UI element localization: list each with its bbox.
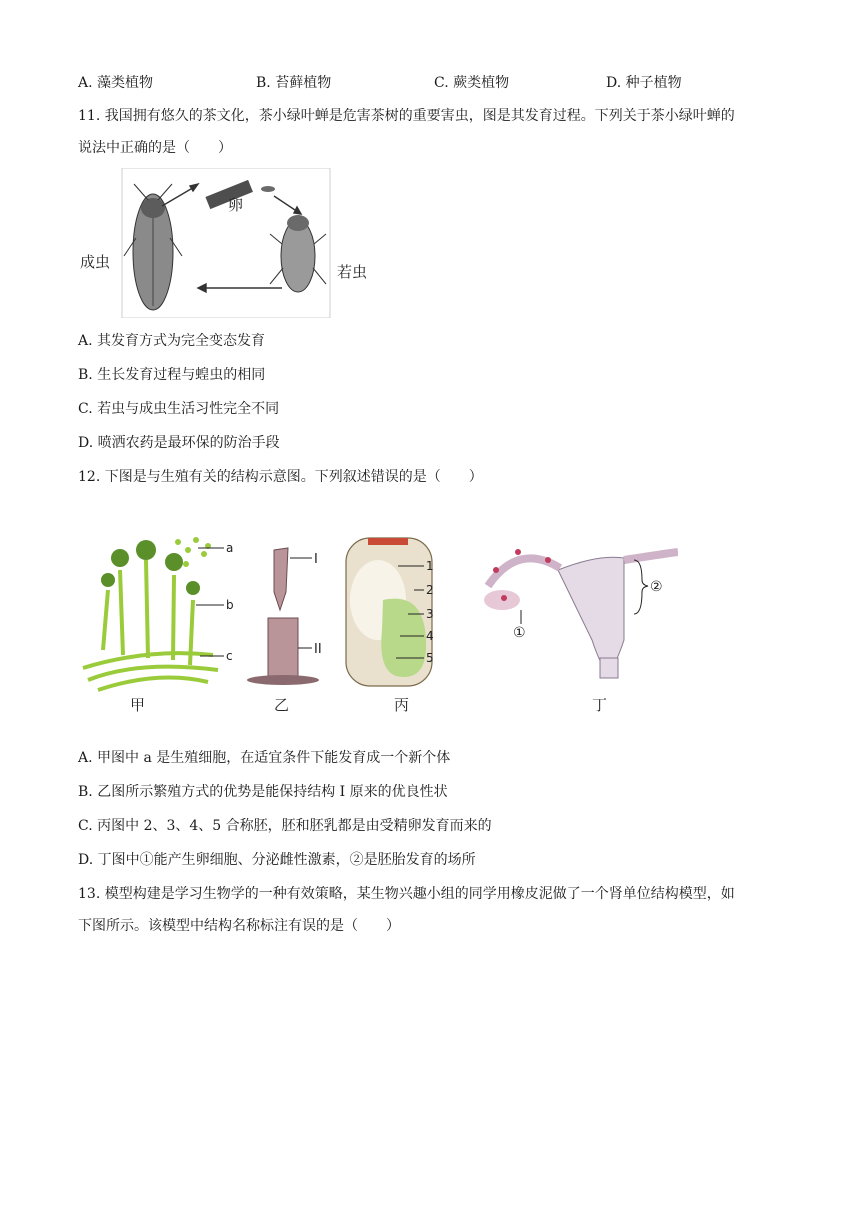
jia-label-a: a xyxy=(226,541,234,555)
q12-option-a: A. 甲图中 a 是生殖细胞，在适宜条件下能发育成一个新个体 xyxy=(78,750,451,766)
q12-stem: 12. 下图是与生殖有关的结构示意图。下列叙述错误的是（ ） xyxy=(78,469,483,485)
q11-option-b: B. 生长发育过程与蝗虫的相同 xyxy=(78,367,266,383)
ding-label-2: ② xyxy=(650,579,663,595)
nymph-label: 若虫 xyxy=(337,263,368,281)
bing-corn-seed-drawing xyxy=(346,538,434,714)
ding-uterus-drawing xyxy=(484,549,678,714)
bing-label-1: 1 xyxy=(426,559,434,573)
yi-grafting-drawing xyxy=(247,548,322,714)
q13-stem-line2: 下图所示。该模型中结构名称标注有误的是（ ） xyxy=(78,918,400,934)
q11-stem-line1: 11. 我国拥有悠久的茶文化，茶小绿叶蝉是危害茶树的重要害虫，图是其发育过程。下列关于茶小绿叶蝉的 xyxy=(78,108,735,124)
q11-option-c: C. 若虫与成虫生活习性完全不同 xyxy=(78,401,280,417)
jia-mould-drawing xyxy=(83,537,234,714)
q12-option-b: B. 乙图所示繁殖方式的优势是能保持结构 I 原来的优良性状 xyxy=(78,784,448,800)
q10-option-c: C. 蕨类植物 xyxy=(434,75,510,91)
q10-option-a: A. 藻类植物 xyxy=(78,75,154,91)
yi-label-1: I xyxy=(314,552,318,567)
q11-option-d: D. 喷洒农药是最环保的防治手段 xyxy=(78,435,280,451)
q11-option-a: A. 其发育方式为完全变态发育 xyxy=(78,333,266,349)
q12-option-d: D. 丁图中①能产生卵细胞、分泌雌性激素，②是胚胎发育的场所 xyxy=(78,852,476,868)
adult-label: 成虫 xyxy=(80,253,111,271)
bing-label-2: 2 xyxy=(426,583,434,597)
q13-stem-line1: 13. 模型构建是学习生物学的一种有效策略，某生物兴趣小组的同学用橡皮泥做了一个肾单位结构模型，如 xyxy=(78,886,735,902)
q12-option-c: C. 丙图中 2、3、4、5 合称胚，胚和胚乳都是由受精卵发育而来的 xyxy=(78,818,492,834)
bing-label-4: 4 xyxy=(426,629,434,643)
egg-label: 卵 xyxy=(228,196,244,214)
bing-label-3: 3 xyxy=(426,607,434,621)
bing-caption: 丙 xyxy=(394,696,410,714)
q10-option-d: D. 种子植物 xyxy=(606,75,682,91)
leafhopper-life-cycle-figure xyxy=(78,168,378,318)
jia-caption: 甲 xyxy=(130,696,146,714)
yi-label-2: II xyxy=(314,642,322,657)
q10-option-b: B. 苔藓植物 xyxy=(256,75,332,91)
ding-caption: 丁 xyxy=(592,696,608,714)
reproduction-structures-figure xyxy=(78,530,678,718)
jia-label-c: c xyxy=(226,649,233,663)
bing-label-5: 5 xyxy=(426,651,434,665)
jia-label-b: b xyxy=(226,598,234,612)
yi-caption: 乙 xyxy=(274,696,290,714)
q11-stem-line2: 说法中正确的是（ ） xyxy=(78,140,232,156)
ding-label-1: ① xyxy=(513,625,526,641)
